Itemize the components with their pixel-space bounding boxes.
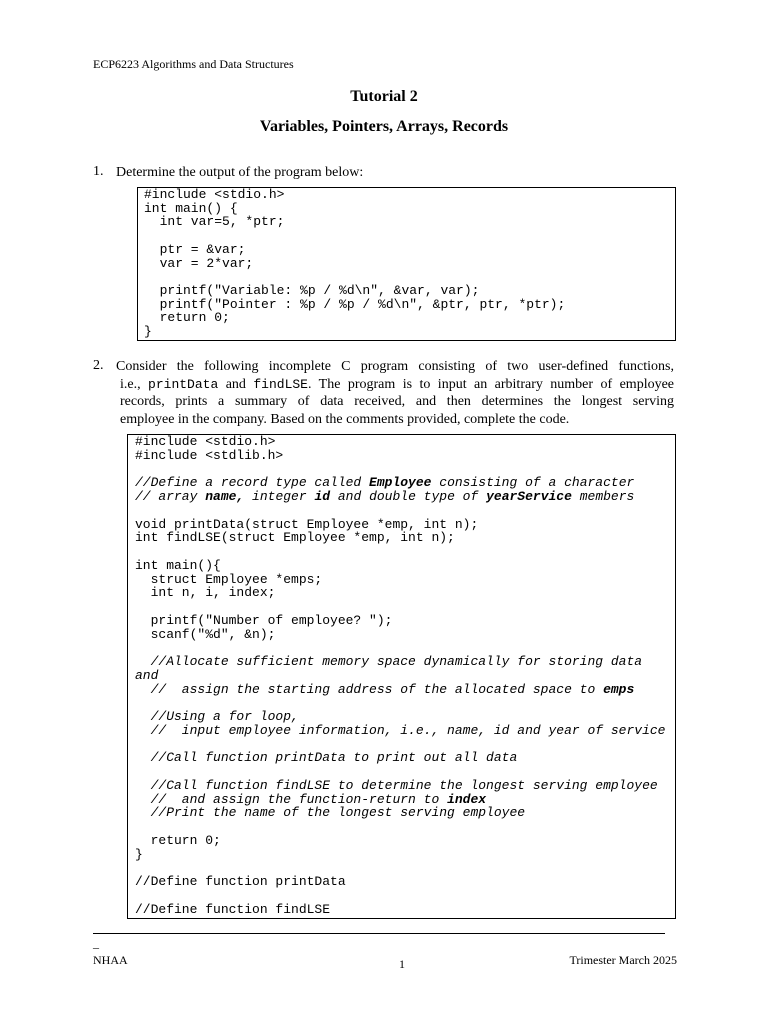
code-comment: //Allocate sufficient memory space dynamically for storing data — [135, 654, 643, 669]
page-number: 1 — [399, 957, 405, 971]
code-line: int n, i, index; — [135, 585, 276, 601]
code-line: printf("Variable: %p / %d\n", &var, var); — [144, 282, 480, 298]
question-2-line-3: records, prints a summary of data received, and then determines the longest serving — [120, 394, 674, 409]
code-line: printf("Number of employee? "); — [135, 612, 393, 628]
question-2-line-4: employee in the company. Based on the comments provided, complete the code. — [120, 411, 570, 427]
code-line: return 0; — [135, 832, 221, 848]
footer-author: NHAA — [93, 953, 128, 967]
code-line: return 0; — [144, 310, 230, 326]
tutorial-title: Tutorial 2 — [350, 88, 418, 105]
function-name-printdata: printData — [148, 376, 219, 392]
code-line: struct Employee *emps; — [135, 571, 323, 587]
footer-trimester: Trimester March 2025 — [569, 953, 677, 967]
code-comment: //Using a for loop, — [135, 709, 299, 724]
code-comment: //Print the name of the longest serving employee — [135, 805, 526, 821]
code-comment: // and assign the function-return to index — [135, 791, 487, 807]
question-2-text — [116, 358, 674, 428]
code-comment: // input employee information, i.e., name, id and year of service — [135, 722, 666, 738]
code-line: var = 2*var; — [144, 255, 254, 271]
code-line: void printData(struct Employee *emp, int n); — [135, 516, 479, 532]
code-comment: //Define a record type called Employee consisting of a character — [135, 475, 635, 491]
code-line: int var=5, *ptr; — [144, 214, 285, 230]
question-2-code — [135, 435, 675, 916]
question-1-number: 1. — [93, 164, 104, 179]
code-line: #include <stdio.h> — [135, 434, 276, 449]
code-line: printf("Pointer : %p / %p / %d\n", &ptr, ptr, *ptr); — [144, 296, 566, 312]
code-comment: //Call function findLSE to determine the longest serving employee — [135, 777, 658, 793]
topic-title: Variables, Pointers, Arrays, Records — [259, 118, 509, 135]
question-1-code — [144, 188, 675, 339]
question-2-line-2 — [116, 376, 674, 394]
function-name-findlse: findLSE — [253, 376, 308, 392]
question-2-text-part: . The program is to input an arbitrary number of employee — [307, 376, 675, 392]
code-comment: // assign the starting address of the allocated space to emps — [135, 681, 635, 697]
code-line: int main(){ — [135, 557, 221, 573]
code-line: #include <stdlib.h> — [135, 447, 284, 463]
code-line: //Define function printData — [135, 874, 346, 889]
code-line: int main() { — [144, 200, 238, 216]
code-line: scanf("%d", &n); — [135, 626, 276, 642]
footer-rule — [93, 933, 665, 934]
code-line: #include <stdio.h> — [144, 187, 285, 202]
question-1-code-box — [137, 187, 676, 341]
footer-dash: _ — [93, 936, 99, 950]
code-comment: // array name, integer id and double type of yearService members — [135, 489, 635, 504]
code-line: ptr = &var; — [144, 241, 246, 257]
question-2-number: 2. — [93, 358, 104, 373]
code-line: } — [135, 846, 143, 862]
question-1-text: Determine the output of the program below: — [116, 165, 364, 180]
code-comment: //Call function printData to print out all data — [135, 750, 518, 766]
code-comment: and — [135, 667, 159, 683]
question-2-code-box — [127, 434, 676, 919]
course-header: ECP6223 Algorithms and Data Structures — [93, 57, 294, 71]
code-line: //Define function findLSE — [135, 901, 331, 917]
code-line: } — [144, 324, 152, 340]
code-line: int findLSE(struct Employee *emp, int n); — [135, 530, 455, 546]
question-2-text-part: and — [218, 376, 254, 392]
question-2-text-part: i.e., — [120, 376, 149, 392]
question-2-line-1: Consider the following incomplete C program consisting of two user-defined functions, — [116, 359, 674, 374]
